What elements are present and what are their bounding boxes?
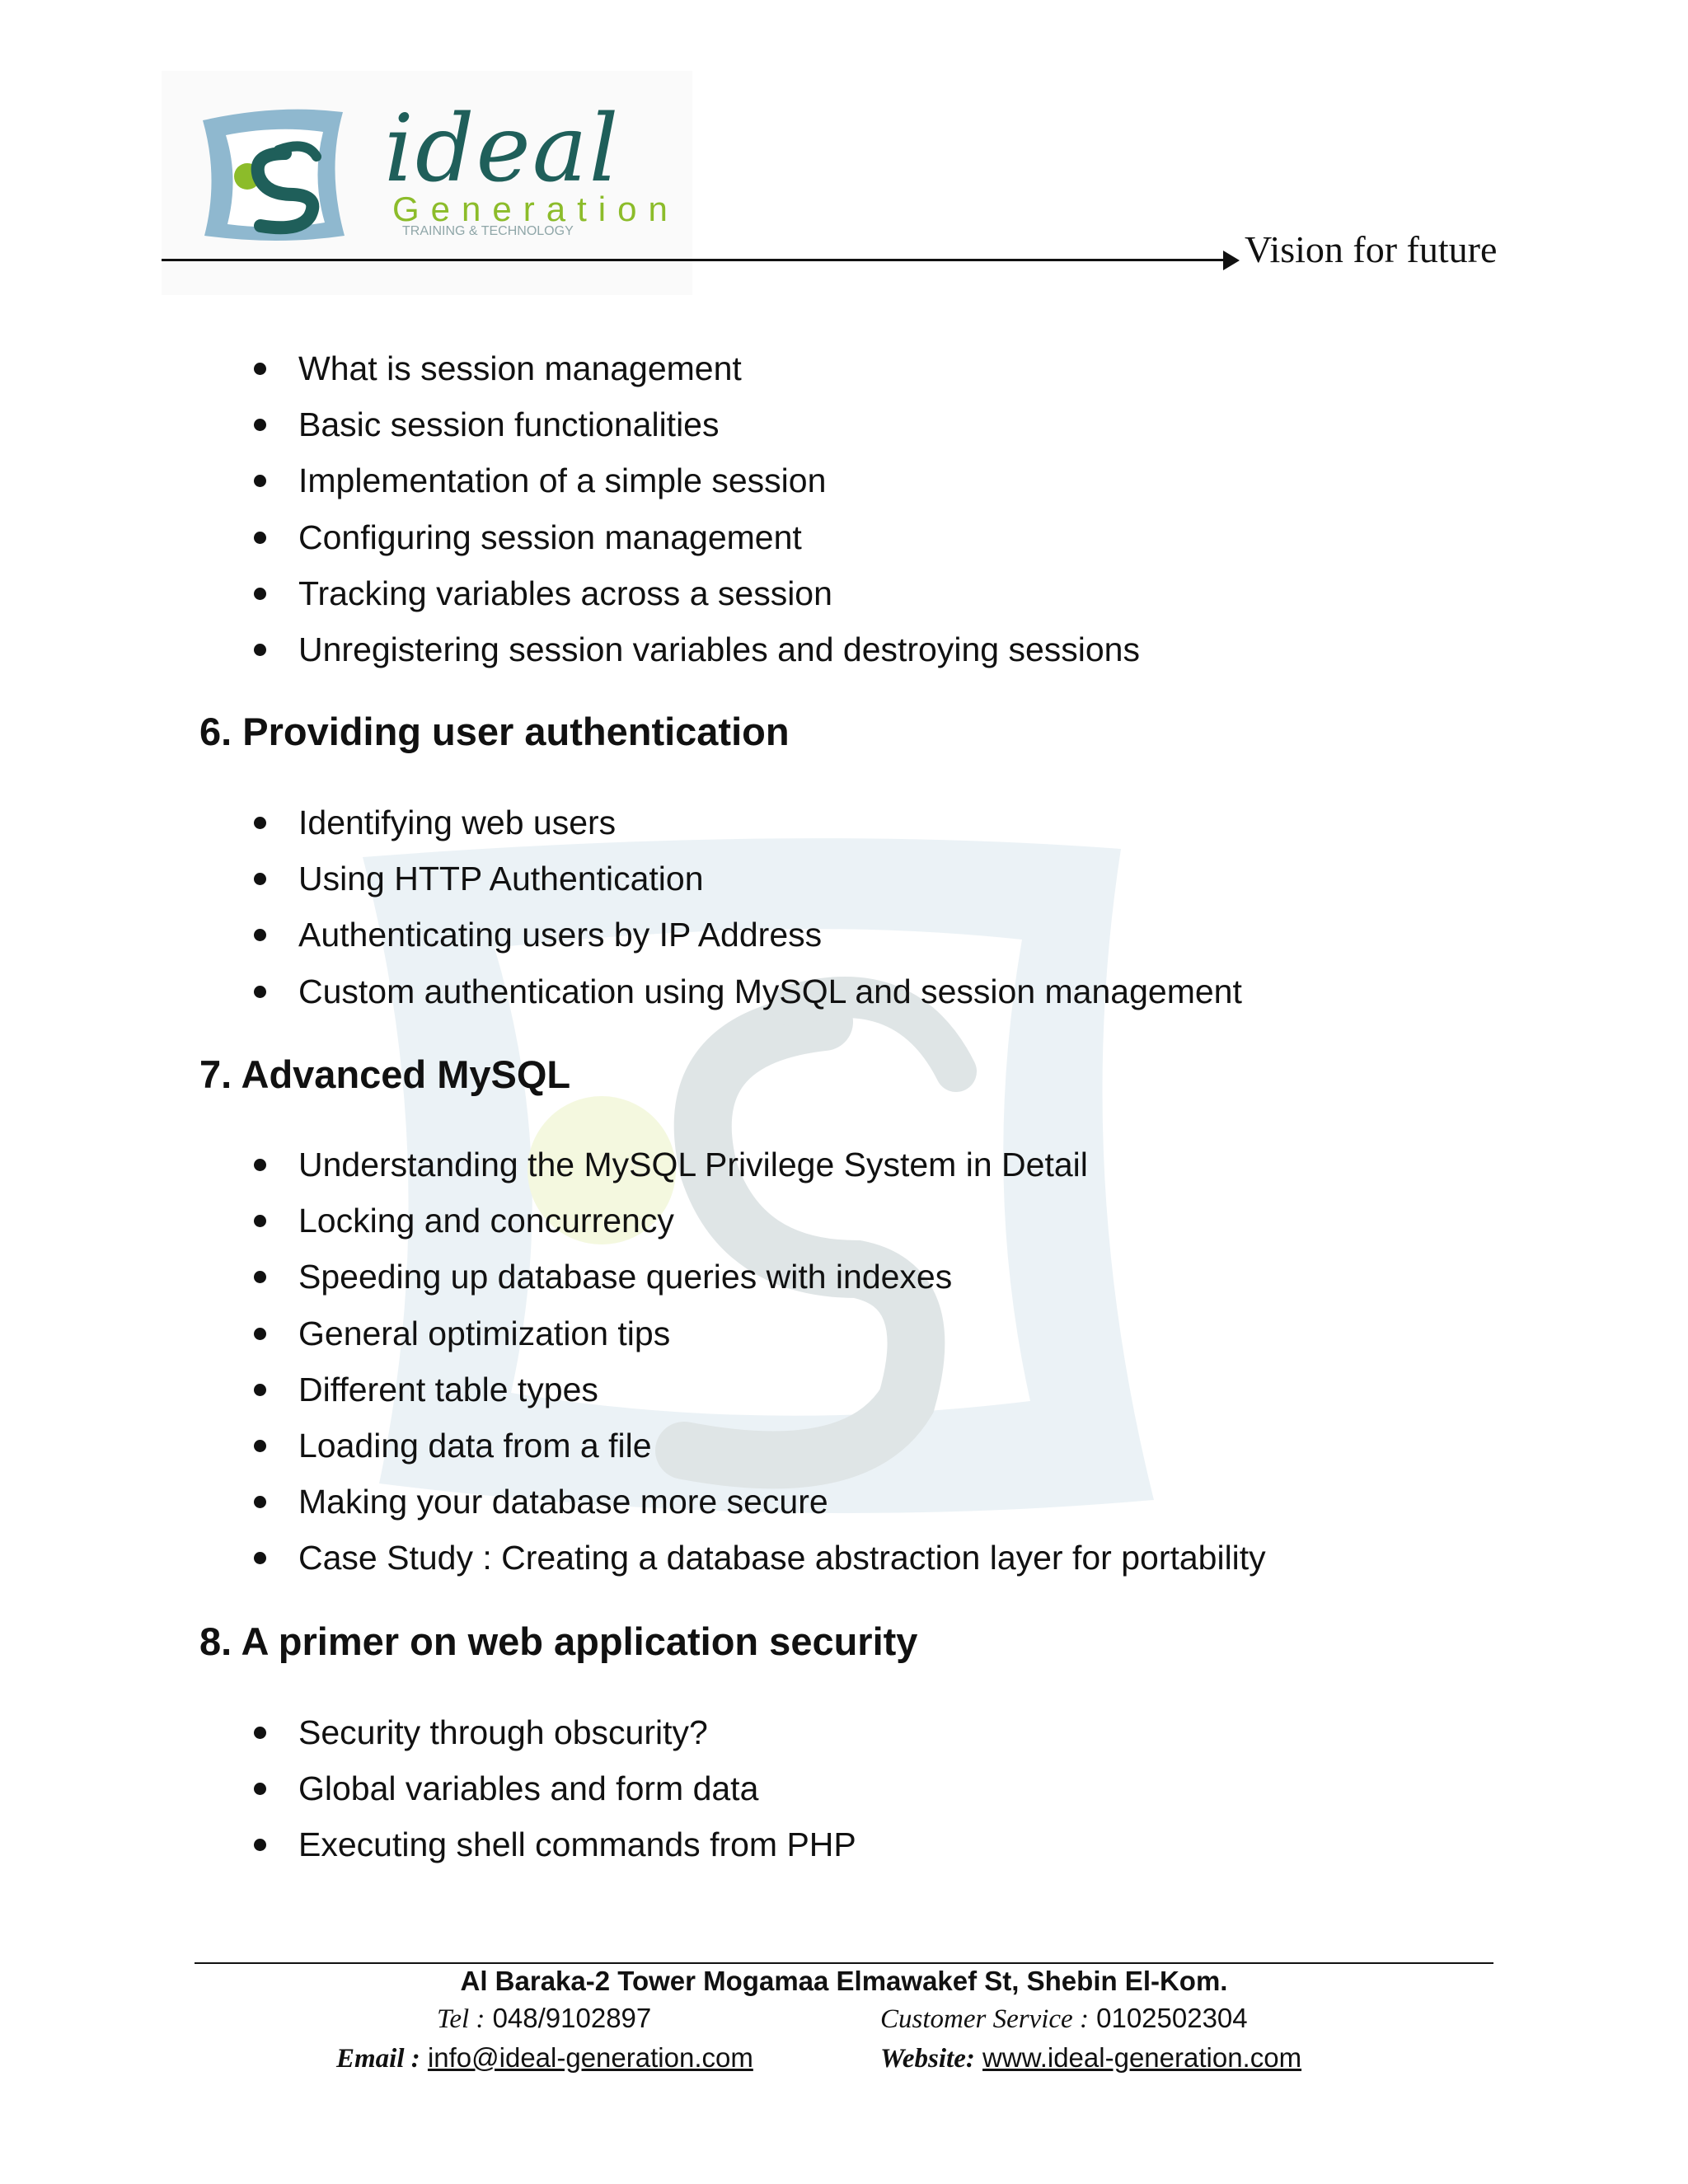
list-item bbox=[247, 509, 1140, 565]
list-item bbox=[247, 1193, 1266, 1249]
list-item bbox=[247, 1305, 1266, 1361]
bullet-icon bbox=[254, 1783, 266, 1795]
list-item-text: Loading data from a file bbox=[298, 1426, 652, 1465]
bullet-icon bbox=[254, 644, 266, 656]
bullet-icon bbox=[254, 1384, 266, 1396]
logo-wordmark: ideal bbox=[384, 96, 621, 203]
list-item-text: Configuring session management bbox=[298, 518, 802, 556]
bullet-icon bbox=[254, 1328, 266, 1340]
logo-tagline: TRAINING & TECHNOLOGY bbox=[402, 224, 574, 238]
footer-email bbox=[336, 2042, 753, 2074]
list-item bbox=[247, 907, 1242, 963]
list-item-text: Making your database more secure bbox=[298, 1483, 828, 1521]
bullet-icon bbox=[254, 1271, 266, 1283]
bullet-icon bbox=[254, 588, 266, 600]
list-item-text: Executing shell commands from PHP bbox=[298, 1825, 856, 1864]
email-label: Email : bbox=[336, 2044, 420, 2074]
list-item-text: Identifying web users bbox=[298, 804, 617, 841]
list-item bbox=[247, 963, 1242, 1019]
list-item-text: Basic session functionalities bbox=[298, 405, 720, 444]
bullet-icon bbox=[254, 929, 266, 941]
section-heading: 8. A primer on web application security bbox=[199, 1619, 918, 1663]
list-item bbox=[247, 565, 1140, 621]
bullet-icon bbox=[254, 1159, 266, 1171]
footer-customer-service bbox=[880, 2003, 1248, 2035]
list-item bbox=[247, 340, 1140, 396]
footer-phone bbox=[437, 2003, 651, 2035]
list-item bbox=[247, 1474, 1266, 1530]
section-7-bullet-list bbox=[247, 1137, 1266, 1586]
list-item bbox=[247, 1530, 1266, 1586]
bullet-icon bbox=[254, 1215, 266, 1227]
bullet-icon bbox=[254, 532, 266, 544]
intro-bullet-list bbox=[247, 340, 1140, 677]
list-item-text: Case Study : Creating a database abstraction layer for portability bbox=[298, 1539, 1266, 1577]
bullet-icon bbox=[254, 1839, 266, 1851]
list-item bbox=[247, 851, 1242, 907]
list-item bbox=[247, 396, 1140, 452]
list-item bbox=[247, 452, 1140, 509]
list-item bbox=[247, 1704, 856, 1760]
list-item bbox=[247, 1418, 1266, 1474]
bullet-icon bbox=[254, 1496, 266, 1508]
list-item bbox=[247, 621, 1140, 677]
bullet-icon bbox=[254, 873, 266, 885]
customer-service-value: 0102502304 bbox=[1096, 2003, 1248, 2033]
footer-website bbox=[880, 2042, 1301, 2074]
list-item-text: General optimization tips bbox=[298, 1314, 671, 1352]
bullet-icon bbox=[254, 1727, 266, 1739]
logo-subtitle: Generation bbox=[392, 190, 679, 228]
bullet-icon bbox=[254, 1552, 266, 1564]
bullet-icon bbox=[254, 363, 266, 375]
bullet-icon bbox=[254, 419, 266, 431]
list-item-text: Global variables and form data bbox=[298, 1769, 759, 1808]
list-item-text: Different table types bbox=[298, 1370, 598, 1408]
footer-address: Al Baraka-2 Tower Mogamaa Elmawakef St, Shebin El-Kom. bbox=[460, 1966, 1228, 1996]
section-8-bullet-list bbox=[247, 1704, 856, 1873]
footer-divider bbox=[195, 1962, 1493, 1964]
list-item bbox=[247, 1249, 1266, 1305]
bullet-icon bbox=[254, 986, 266, 998]
bullet-icon bbox=[254, 475, 266, 487]
list-item bbox=[247, 1760, 856, 1816]
list-item-text: Implementation of a simple session bbox=[298, 462, 827, 500]
list-item bbox=[247, 1137, 1266, 1193]
list-item-text: Unregistering session variables and destroying sessions bbox=[298, 630, 1140, 668]
section-heading: 7. Advanced MySQL bbox=[199, 1052, 571, 1096]
list-item-text: Authenticating users by IP Address bbox=[298, 916, 823, 954]
bullet-icon bbox=[254, 1440, 266, 1452]
list-item bbox=[247, 1361, 1266, 1418]
website-link[interactable]: www.ideal-generation.com bbox=[982, 2042, 1302, 2073]
website-label: Website: bbox=[880, 2044, 975, 2074]
list-item bbox=[247, 794, 1242, 851]
customer-service-label: Customer Service : bbox=[880, 2004, 1089, 2034]
list-item-text: Custom authentication using MySQL and session management bbox=[298, 972, 1242, 1010]
list-item-text: Speeding up database queries with indexes bbox=[298, 1258, 953, 1296]
bullet-icon bbox=[254, 817, 266, 829]
list-item-text: What is session management bbox=[298, 349, 742, 387]
list-item-text: Using HTTP Authentication bbox=[298, 860, 704, 898]
list-item-text: Security through obscurity? bbox=[298, 1713, 708, 1751]
section-heading: 6. Providing user authentication bbox=[199, 710, 790, 753]
header-tagline: Vision for future bbox=[1245, 228, 1498, 270]
list-item-text: Locking and concurrency bbox=[298, 1202, 674, 1240]
list-item-text: Understanding the MySQL Privilege System in Detail bbox=[298, 1146, 1088, 1183]
phone-value: 048/9102897 bbox=[492, 2003, 652, 2033]
email-link[interactable]: info@ideal-generation.com bbox=[427, 2042, 753, 2073]
section-6-bullet-list bbox=[247, 794, 1242, 1019]
phone-label: Tel : bbox=[437, 2004, 485, 2034]
list-item-text: Tracking variables across a session bbox=[298, 574, 832, 612]
list-item bbox=[247, 1816, 856, 1872]
